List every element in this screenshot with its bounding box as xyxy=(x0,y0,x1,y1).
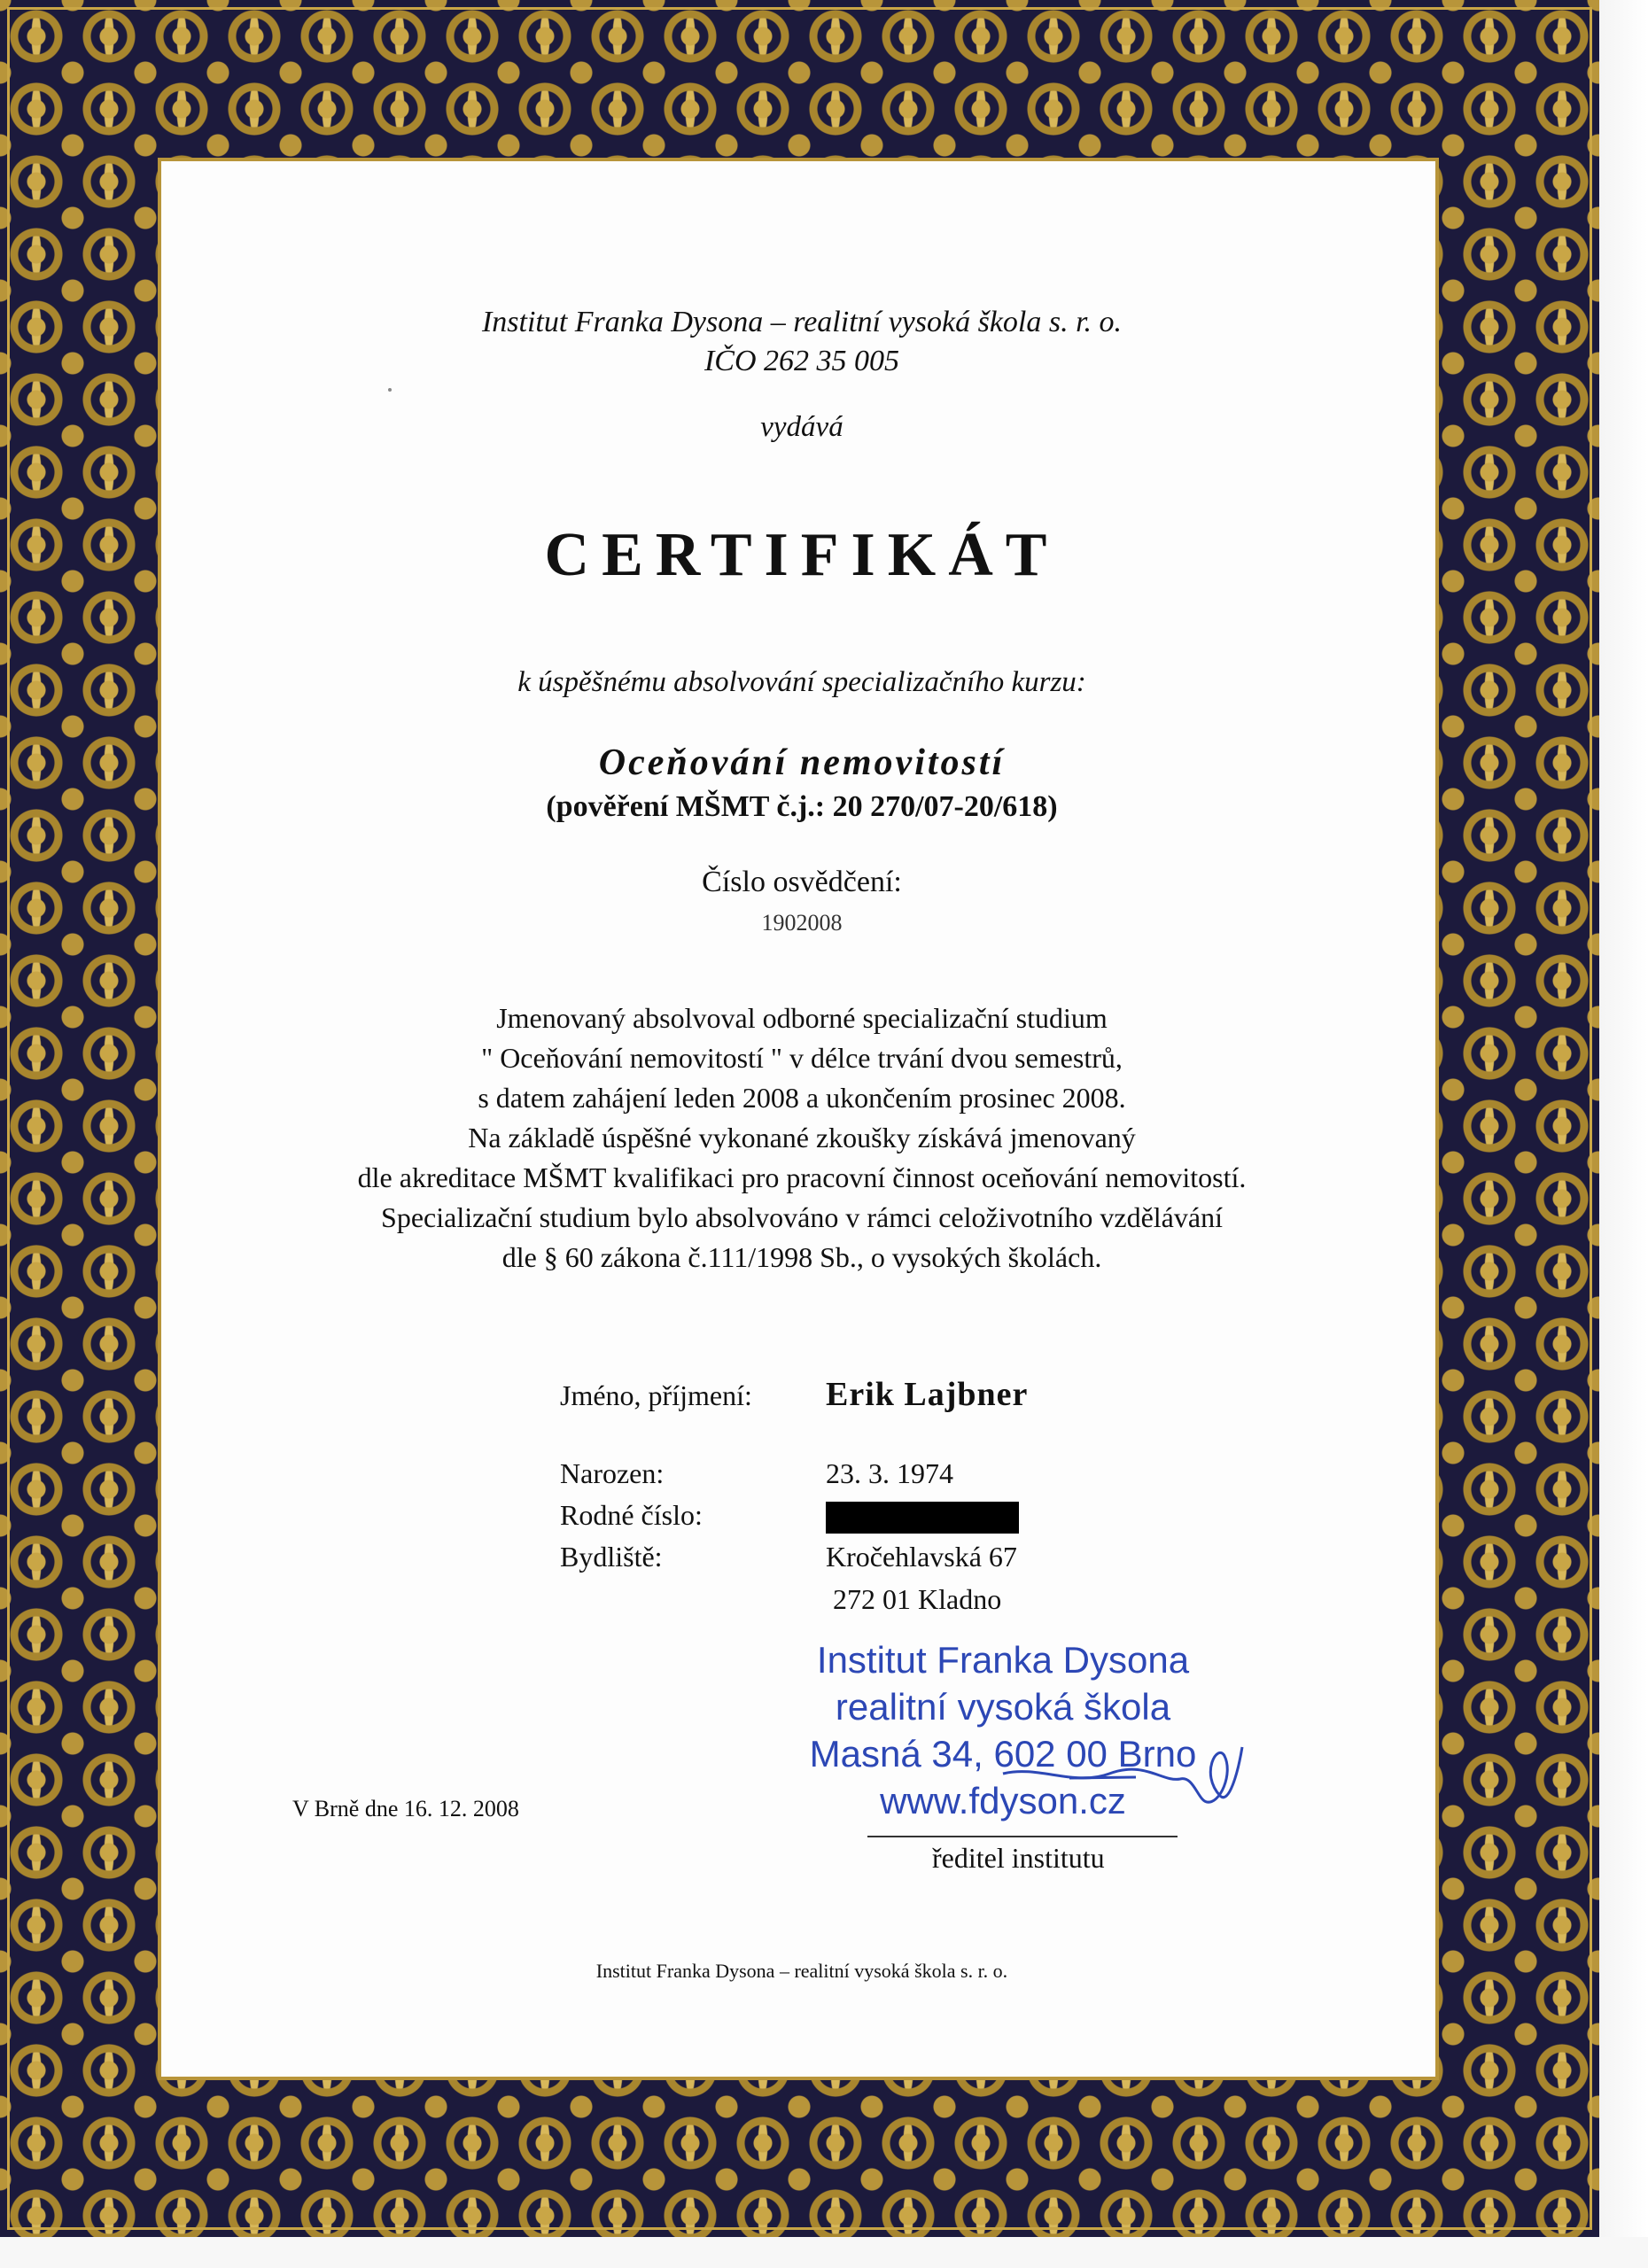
footer-text: Institut Franka Dysona – realitní vysoká škola s. r. o. xyxy=(595,1960,1008,1982)
signature-label: ředitel institutu xyxy=(932,1842,1105,1874)
address-line-2: 272 01 Kladno xyxy=(833,1583,1002,1615)
certificate-body xyxy=(161,998,1442,1278)
birth-number-label: Rodné číslo: xyxy=(560,1499,703,1531)
course-mandate: (pověření MŠMT č.j.: 20 270/07-20/618) xyxy=(546,790,1058,823)
issuer-ico: IČO 262 35 005 xyxy=(704,345,900,377)
address-line-1: Kročehlavská 67 xyxy=(826,1541,1017,1573)
born-label: Narozen: xyxy=(560,1457,665,1489)
address-label: Bydliště: xyxy=(560,1541,663,1573)
certificate-number-label: Číslo osvědčení: xyxy=(702,866,902,898)
name-label: Jméno, příjmení: xyxy=(560,1379,752,1411)
scan-margin-bottom xyxy=(0,2237,1648,2268)
certificate-subtitle: k úspěšnému absolvování specializačního kurzu: xyxy=(517,666,1086,698)
issuer-name: Institut Franka Dysona – realitní vysoká škola s. r. o. xyxy=(481,306,1123,338)
body-line: Na základě úspěšné vykonané zkoušky získává jmenovaný xyxy=(468,1122,1136,1153)
birth-number-redaction xyxy=(826,1502,1019,1534)
stamp-line: Masná 34, 602 00 Brno xyxy=(809,1733,1197,1775)
director-signature xyxy=(870,1720,1251,1827)
body-line: " Oceňování nemovitostí " v délce trvání dvou semestrů, xyxy=(481,1042,1123,1074)
speck xyxy=(388,388,392,392)
course-name: Oceňování nemovitostí xyxy=(598,742,1006,783)
certificate-paper xyxy=(158,158,1439,2080)
body-line: Specializační studium bylo absolvováno v rámci celoživotního vzdělávání xyxy=(381,1201,1223,1233)
place-and-date: V Brně dne 16. 12. 2008 xyxy=(292,1796,519,1821)
scan-margin-right xyxy=(1599,0,1648,2268)
stamp-line: www.fdyson.cz xyxy=(880,1780,1126,1821)
stamp-line: realitní vysoká škola xyxy=(835,1686,1171,1728)
signature-line xyxy=(867,1836,1178,1837)
body-line: s datem zahájení leden 2008 a ukončením prosinec 2008. xyxy=(478,1082,1126,1114)
certificate-number: 1902008 xyxy=(761,910,843,936)
issuer-block xyxy=(161,303,1442,381)
body-line: dle § 60 zákona č.111/1998 Sb., o vysokých školách. xyxy=(501,1241,1102,1273)
certificate-title: CERTIFIKÁT xyxy=(544,521,1060,589)
born-value: 23. 3. 1974 xyxy=(826,1457,953,1489)
body-line: dle akreditace MŠMT kvalifikaci pro pracovní činnost oceňování nemovitostí. xyxy=(357,1161,1247,1193)
body-line: Jmenovaný absolvoval odborné specializační studium xyxy=(496,1002,1108,1034)
name-value: Erik Lajbner xyxy=(826,1376,1029,1413)
stamp-line: Institut Franka Dysona xyxy=(816,1639,1190,1681)
issues-word: vydává xyxy=(760,411,843,443)
